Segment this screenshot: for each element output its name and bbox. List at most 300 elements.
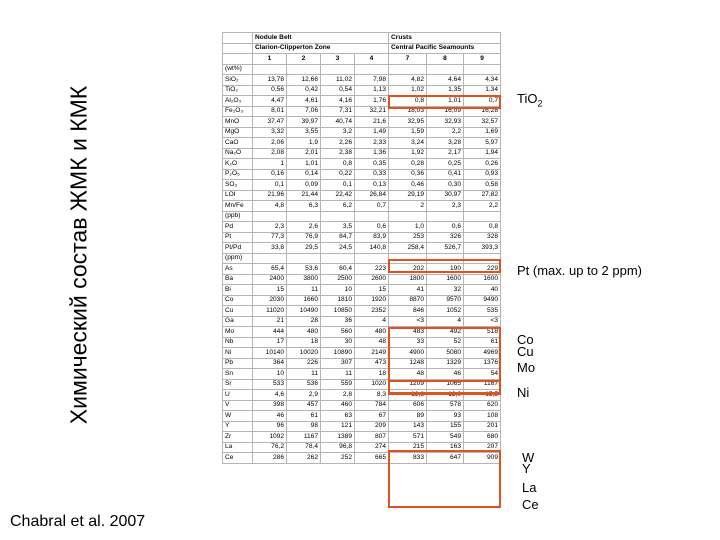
table-cell: 0,93 bbox=[464, 169, 501, 180]
table-cell: 207 bbox=[464, 442, 501, 453]
col-number: 3 bbox=[321, 54, 355, 65]
table-row bbox=[223, 211, 501, 222]
table-cell: 2352 bbox=[355, 306, 389, 317]
table-cell: 61 bbox=[287, 411, 321, 422]
table-cell: 78,4 bbox=[287, 442, 321, 453]
table-cell: 307 bbox=[321, 358, 355, 369]
col-number: 8 bbox=[427, 54, 464, 65]
highlight-ni-box bbox=[388, 380, 501, 394]
table-cell: 32 bbox=[427, 285, 464, 296]
table-cell: 2030 bbox=[253, 295, 287, 306]
table-row bbox=[223, 201, 501, 212]
table-cell: 76,2 bbox=[253, 442, 287, 453]
table-cell: 15 bbox=[253, 285, 287, 296]
row-label: Sr bbox=[223, 379, 253, 390]
table-cell: 2,6 bbox=[287, 222, 321, 233]
table-cell: 665 bbox=[355, 453, 389, 464]
table-cell: 2,38 bbox=[321, 148, 355, 159]
table-cell: 7,31 bbox=[321, 106, 355, 117]
note-mo: Mo bbox=[517, 360, 536, 375]
table-cell: 2,3 bbox=[427, 201, 464, 212]
slide-title-vertical bbox=[54, 10, 104, 500]
table-cell: 1,35 bbox=[427, 85, 464, 96]
table-cell: 4,82 bbox=[389, 75, 427, 86]
table-cell: 11020 bbox=[253, 306, 287, 317]
table-cell: 1600 bbox=[427, 274, 464, 285]
table-cell: 5,97 bbox=[464, 138, 501, 149]
table-cell: 2,9 bbox=[287, 390, 321, 401]
note-w: W bbox=[522, 450, 535, 465]
table-cell: 13,8 bbox=[389, 390, 427, 401]
table-cell: 76,9 bbox=[287, 232, 321, 243]
table-cell: 11 bbox=[287, 285, 321, 296]
table-row bbox=[223, 400, 501, 411]
table-cell: 27,82 bbox=[464, 190, 501, 201]
note-y: Y bbox=[522, 461, 531, 476]
table-cell: 0,25 bbox=[427, 159, 464, 170]
table-cell: 0,26 bbox=[464, 159, 501, 170]
table-cell: 3,5 bbox=[321, 222, 355, 233]
table-row bbox=[223, 306, 501, 317]
table-row bbox=[223, 117, 501, 128]
table-row bbox=[223, 64, 501, 75]
col-number: 1 bbox=[253, 54, 287, 65]
table-cell: 7,98 bbox=[355, 75, 389, 86]
table-cell: 6,2 bbox=[321, 201, 355, 212]
table-cell: 1167 bbox=[464, 379, 501, 390]
table-cell: 89 bbox=[389, 411, 427, 422]
table-cell: 7,06 bbox=[287, 106, 321, 117]
table-cell: 8,3 bbox=[355, 390, 389, 401]
table-cell: 533 bbox=[253, 379, 287, 390]
table-cell: 0,33 bbox=[355, 169, 389, 180]
table-cell bbox=[355, 253, 389, 264]
table-cell: 84,7 bbox=[321, 232, 355, 243]
table-cell: 0,22 bbox=[321, 169, 355, 180]
table-cell: 2149 bbox=[355, 348, 389, 359]
table-cell: 1920 bbox=[355, 295, 389, 306]
row-label: Ce bbox=[223, 453, 253, 464]
table-cell: 1,9 bbox=[287, 138, 321, 149]
table-cell: 67 bbox=[355, 411, 389, 422]
table-cell: 21,96 bbox=[253, 190, 287, 201]
table-cell: 1,94 bbox=[464, 148, 501, 159]
row-label: SiO₂ bbox=[223, 75, 253, 86]
table-cell: 0,7 bbox=[355, 201, 389, 212]
table-cell: 0,1 bbox=[321, 180, 355, 191]
highlight-ree-box bbox=[388, 450, 501, 508]
table-cell: 560 bbox=[321, 327, 355, 338]
group-nodules: Nodule Belt bbox=[253, 33, 389, 44]
table-row bbox=[223, 274, 501, 285]
table-cell: 22,42 bbox=[321, 190, 355, 201]
table-cell: 578 bbox=[427, 400, 464, 411]
table-cell: 0,7 bbox=[464, 96, 501, 107]
table-cell: 32,93 bbox=[427, 117, 464, 128]
table-cell: 1052 bbox=[427, 306, 464, 317]
row-label: Fe₂O₃ bbox=[223, 106, 253, 117]
row-label: V bbox=[223, 400, 253, 411]
row-label: Pt bbox=[223, 232, 253, 243]
table-cell: 30,97 bbox=[427, 190, 464, 201]
table-cell: 0,13 bbox=[355, 180, 389, 191]
table-cell: 647 bbox=[427, 453, 464, 464]
table-cell: 549 bbox=[427, 432, 464, 443]
row-label: CaO bbox=[223, 138, 253, 149]
table-cell: 9570 bbox=[427, 295, 464, 306]
table-cell: 286 bbox=[253, 453, 287, 464]
table-cell: 10850 bbox=[321, 306, 355, 317]
table-cell: 2500 bbox=[321, 274, 355, 285]
row-label: Sn bbox=[223, 369, 253, 380]
table-cell: <3 bbox=[389, 316, 427, 327]
highlight-pt-box bbox=[388, 259, 501, 273]
table-cell: 3,55 bbox=[287, 127, 321, 138]
table-cell: 52 bbox=[427, 337, 464, 348]
table-cell: 83,9 bbox=[355, 232, 389, 243]
citation: Chabral et al. 2007 bbox=[10, 513, 146, 530]
table-cell: 262 bbox=[287, 453, 321, 464]
row-label: Bi bbox=[223, 285, 253, 296]
table-cell: 98 bbox=[287, 421, 321, 432]
row-label: SO₃ bbox=[223, 180, 253, 191]
table-cell: 1376 bbox=[464, 358, 501, 369]
table-cell: 846 bbox=[389, 306, 427, 317]
table-cell: 3,32 bbox=[253, 127, 287, 138]
table-row bbox=[223, 222, 501, 233]
table-cell: 444 bbox=[253, 327, 287, 338]
table-cell: 473 bbox=[355, 358, 389, 369]
row-label: W bbox=[223, 411, 253, 422]
table-cell: 0,30 bbox=[427, 180, 464, 191]
row-label: LOI bbox=[223, 190, 253, 201]
table-cell: 13,78 bbox=[253, 75, 287, 86]
table-cell: 483 bbox=[389, 327, 427, 338]
table-cell: 65,4 bbox=[253, 264, 287, 275]
table-cell bbox=[464, 211, 501, 222]
table-cell: 15 bbox=[355, 285, 389, 296]
table-cell: 155 bbox=[427, 421, 464, 432]
table-cell: 10020 bbox=[287, 348, 321, 359]
table-cell: 53,6 bbox=[287, 264, 321, 275]
table-cell: 3800 bbox=[287, 274, 321, 285]
table-cell: 4,47 bbox=[253, 96, 287, 107]
table-cell: 4,16 bbox=[321, 96, 355, 107]
table-cell: 253 bbox=[389, 232, 427, 243]
row-label: (ppm) bbox=[223, 253, 253, 264]
zone-crusts: Central Pacific Seamounts bbox=[389, 43, 501, 54]
table-cell bbox=[389, 211, 427, 222]
table-cell bbox=[287, 211, 321, 222]
table-cell bbox=[321, 211, 355, 222]
row-label: Nb bbox=[223, 337, 253, 348]
table-row bbox=[223, 421, 501, 432]
table-cell: 492 bbox=[427, 327, 464, 338]
table-cell: 0,1 bbox=[253, 180, 287, 191]
row-label: Pd bbox=[223, 222, 253, 233]
table-cell: 680 bbox=[464, 432, 501, 443]
table-cell: 17 bbox=[253, 337, 287, 348]
note-cu: Cu bbox=[517, 344, 534, 359]
table-cell: 3,24 bbox=[389, 138, 427, 149]
table-cell: 1800 bbox=[389, 274, 427, 285]
table-cell: 0,8 bbox=[464, 222, 501, 233]
table-cell: 1,59 bbox=[389, 127, 427, 138]
row-label: Y bbox=[223, 421, 253, 432]
table-cell: 8870 bbox=[389, 295, 427, 306]
row-label: As bbox=[223, 264, 253, 275]
table-cell: 0,8 bbox=[321, 159, 355, 170]
table-cell: 21,44 bbox=[287, 190, 321, 201]
table-cell: 480 bbox=[287, 327, 321, 338]
table-cell: 18,03 bbox=[389, 106, 427, 117]
row-label: P₂O₅ bbox=[223, 169, 253, 180]
note-la: La bbox=[522, 480, 537, 495]
table-cell: <3 bbox=[464, 316, 501, 327]
table-cell: 4969 bbox=[464, 348, 501, 359]
row-label: MgO bbox=[223, 127, 253, 138]
table-cell: 0,14 bbox=[287, 169, 321, 180]
table-row bbox=[223, 243, 501, 254]
note-tio2: TiO$_2$ bbox=[517, 91, 543, 109]
table-cell: 1,01 bbox=[427, 96, 464, 107]
table-cell: 143 bbox=[389, 421, 427, 432]
col-number: 4 bbox=[355, 54, 389, 65]
table-row bbox=[223, 285, 501, 296]
table-cell: 48 bbox=[355, 337, 389, 348]
table-cell: 40,74 bbox=[321, 117, 355, 128]
table-cell: 11,02 bbox=[321, 75, 355, 86]
row-label: Pb bbox=[223, 358, 253, 369]
table-cell: 2,2 bbox=[427, 127, 464, 138]
table-cell: 29,5 bbox=[287, 243, 321, 254]
table-cell: 526,7 bbox=[427, 243, 464, 254]
note-ce: Ce bbox=[522, 497, 539, 512]
table-cell: 1167 bbox=[287, 432, 321, 443]
table-cell: 4,64 bbox=[427, 75, 464, 86]
table-cell: 9490 bbox=[464, 295, 501, 306]
row-label: La bbox=[223, 442, 253, 453]
table-cell: 2,3 bbox=[253, 222, 287, 233]
table-cell: 18 bbox=[355, 369, 389, 380]
table-cell: 1,36 bbox=[355, 148, 389, 159]
table-cell: 229 bbox=[464, 264, 501, 275]
table-cell: 46 bbox=[253, 411, 287, 422]
table-cell: 0,6 bbox=[355, 222, 389, 233]
row-label: Cu bbox=[223, 306, 253, 317]
row-label: K₂O bbox=[223, 159, 253, 170]
table-cell: 28 bbox=[287, 316, 321, 327]
table-cell: 54 bbox=[464, 369, 501, 380]
table-cell bbox=[253, 211, 287, 222]
table-cell: 2,33 bbox=[355, 138, 389, 149]
row-label: Mo bbox=[223, 327, 253, 338]
table-cell: 12,66 bbox=[287, 75, 321, 86]
table-cell: 140,8 bbox=[355, 243, 389, 254]
table-cell bbox=[321, 64, 355, 75]
row-label: Ba bbox=[223, 274, 253, 285]
table-cell: 40 bbox=[464, 285, 501, 296]
table-row bbox=[223, 127, 501, 138]
slide-title: Химический состав ЖМК и КМК bbox=[65, 85, 92, 425]
table-cell: 21,6 bbox=[355, 117, 389, 128]
table-cell: 2,01 bbox=[287, 148, 321, 159]
table-cell: 60,4 bbox=[321, 264, 355, 275]
row-label: Zr bbox=[223, 432, 253, 443]
table-cell: 620 bbox=[464, 400, 501, 411]
table-cell: 4 bbox=[427, 316, 464, 327]
table-cell: 0,46 bbox=[389, 180, 427, 191]
table-row bbox=[223, 169, 501, 180]
table-cell: 93 bbox=[427, 411, 464, 422]
table-cell: 4900 bbox=[389, 348, 427, 359]
table-cell: 10140 bbox=[253, 348, 287, 359]
table-cell bbox=[464, 64, 501, 75]
table-cell: 77,3 bbox=[253, 232, 287, 243]
table-cell: 2,17 bbox=[427, 148, 464, 159]
table-cell: 1,92 bbox=[389, 148, 427, 159]
table-cell: 252 bbox=[321, 453, 355, 464]
table-cell: 61 bbox=[464, 337, 501, 348]
table-cell: 96,8 bbox=[321, 442, 355, 453]
table-cell: 108 bbox=[464, 411, 501, 422]
table-cell: 4,61 bbox=[287, 96, 321, 107]
table-cell: 163 bbox=[427, 442, 464, 453]
table-cell: 39,97 bbox=[287, 117, 321, 128]
table-cell: 0,56 bbox=[253, 85, 287, 96]
zone-nodules: Clarion-Clipperton Zone bbox=[253, 43, 389, 54]
table-cell: 1,01 bbox=[287, 159, 321, 170]
table-cell: 0,8 bbox=[389, 96, 427, 107]
row-label: Ga bbox=[223, 316, 253, 327]
table-cell: 1,02 bbox=[389, 85, 427, 96]
table-cell: 29,19 bbox=[389, 190, 427, 201]
row-label: (ppb) bbox=[223, 211, 253, 222]
group-crusts: Crusts bbox=[389, 33, 501, 44]
row-label: TiO₂ bbox=[223, 85, 253, 96]
table-cell: 1 bbox=[253, 159, 287, 170]
table-cell: 30 bbox=[321, 337, 355, 348]
table-cell: 326 bbox=[427, 232, 464, 243]
table-cell: 1020 bbox=[355, 379, 389, 390]
table-cell: 3,2 bbox=[321, 127, 355, 138]
table-cell: 2,26 bbox=[321, 138, 355, 149]
table-cell: 0,54 bbox=[321, 85, 355, 96]
table-cell: 784 bbox=[355, 400, 389, 411]
table-cell: 1,49 bbox=[355, 127, 389, 138]
table-cell: 33,8 bbox=[253, 243, 287, 254]
table-cell: 536 bbox=[287, 379, 321, 390]
table-cell: 215 bbox=[389, 442, 427, 453]
table-cell: 3,28 bbox=[427, 138, 464, 149]
table-cell: 0,6 bbox=[427, 222, 464, 233]
table-cell: 21 bbox=[253, 316, 287, 327]
table-cell: 2,06 bbox=[253, 138, 287, 149]
table-row bbox=[223, 148, 501, 159]
table-cell bbox=[355, 211, 389, 222]
table-cell: 202 bbox=[389, 264, 427, 275]
row-label: Al₂O₃ bbox=[223, 96, 253, 107]
table-cell: 480 bbox=[355, 327, 389, 338]
row-label: Pt/Pd bbox=[223, 243, 253, 254]
table-cell: 11 bbox=[321, 369, 355, 380]
table-cell bbox=[427, 211, 464, 222]
table-cell: 571 bbox=[389, 432, 427, 443]
table-cell: 4,6 bbox=[253, 390, 287, 401]
table-row bbox=[223, 180, 501, 191]
table-cell: 1,76 bbox=[355, 96, 389, 107]
table-cell: 226 bbox=[287, 358, 321, 369]
table-cell: 4,34 bbox=[464, 75, 501, 86]
table-cell: 0,16 bbox=[253, 169, 287, 180]
header-row-groups bbox=[223, 33, 501, 44]
table-cell: 398 bbox=[253, 400, 287, 411]
table-cell: 1,34 bbox=[464, 85, 501, 96]
table-cell: 1600 bbox=[464, 274, 501, 285]
table-cell: 37,47 bbox=[253, 117, 287, 128]
table-cell: 0,35 bbox=[355, 159, 389, 170]
table-cell: 1810 bbox=[321, 295, 355, 306]
table-cell: 518 bbox=[464, 327, 501, 338]
table-cell: 18 bbox=[287, 337, 321, 348]
table-cell bbox=[389, 64, 427, 75]
table-cell: 11 bbox=[287, 369, 321, 380]
table-cell: 10890 bbox=[321, 348, 355, 359]
row-label: Mn/Fe bbox=[223, 201, 253, 212]
table-row bbox=[223, 316, 501, 327]
highlight-tio2-box bbox=[388, 95, 501, 109]
table-cell: 833 bbox=[389, 453, 427, 464]
table-cell: 258,4 bbox=[389, 243, 427, 254]
table-cell: 16,28 bbox=[464, 106, 501, 117]
table-cell: 41 bbox=[389, 285, 427, 296]
table-cell: 10 bbox=[253, 369, 287, 380]
table-cell: 8,01 bbox=[253, 106, 287, 117]
table-cell: 36 bbox=[321, 316, 355, 327]
table-cell: 223 bbox=[355, 264, 389, 275]
table-cell: 0,41 bbox=[427, 169, 464, 180]
table-cell bbox=[287, 64, 321, 75]
table-cell bbox=[427, 64, 464, 75]
table-cell: 535 bbox=[464, 306, 501, 317]
table-cell: 190 bbox=[427, 264, 464, 275]
header-row-numbers bbox=[223, 54, 501, 65]
table-cell: 12,0 bbox=[427, 390, 464, 401]
table-cell: 1,69 bbox=[464, 127, 501, 138]
table-row bbox=[223, 432, 501, 443]
table-cell: 209 bbox=[355, 421, 389, 432]
table-cell: 328 bbox=[464, 232, 501, 243]
table-cell bbox=[253, 64, 287, 75]
table-cell: 0,09 bbox=[287, 180, 321, 191]
table-cell: 32,57 bbox=[464, 117, 501, 128]
table-cell: 460 bbox=[321, 400, 355, 411]
table-cell: 0,28 bbox=[389, 159, 427, 170]
table-cell: 0,58 bbox=[464, 180, 501, 191]
table-cell bbox=[253, 253, 287, 264]
table-row bbox=[223, 295, 501, 306]
table-row bbox=[223, 190, 501, 201]
table-cell: 1389 bbox=[321, 432, 355, 443]
table-cell bbox=[287, 253, 321, 264]
table-cell: 364 bbox=[253, 358, 287, 369]
table-cell: 393,3 bbox=[464, 243, 501, 254]
table-cell: 32,95 bbox=[389, 117, 427, 128]
table-row bbox=[223, 75, 501, 86]
table-cell: 46 bbox=[427, 369, 464, 380]
table-cell bbox=[321, 253, 355, 264]
table-row bbox=[223, 85, 501, 96]
